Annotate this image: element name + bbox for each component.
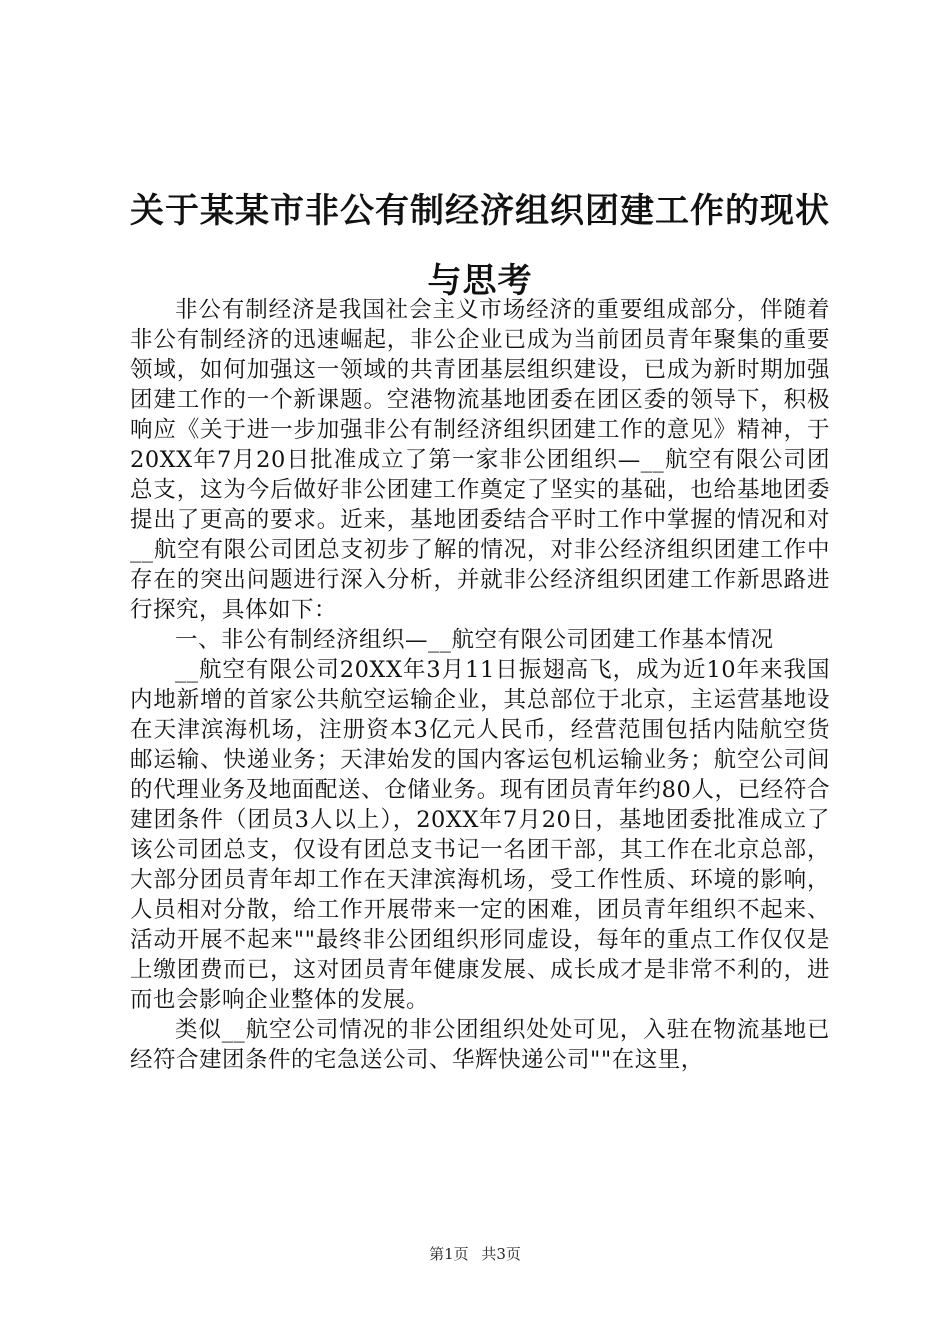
page-number: 第1页 (429, 1245, 469, 1263)
page-total: 共3页 (481, 1245, 521, 1263)
paragraph-similar-cases: 类似__航空公司情况的非公团组织处处可见，入驻在物流基地已经符合建团条件的宅急送公司、华辉快递公司""在这里， (130, 1017, 830, 1073)
section-heading-1: 一、非公有制经济组织—__航空有限公司团建工作基本情况 (175, 627, 774, 653)
paragraph-company-overview: __航空有限公司20XX年3月11日振翅高飞，成为近10年来我国内地新增的首家公共航空运输企业，其总部位于北京，主运营基地设在天津滨海机场，注册资本3亿元人民币，经营范围包括内陆航空货邮运输、快递业务；天津始发的国内客运包机运输业务；航空公司间的代理业务及地面配送、仓储业务。现有团员青年约80人，已经符合建团条件（团员3人以上），20XX年7月20日，基地团委批准成立了该公司团总支，仅设有团总支书记一名团干部，其工作在北京总部，大部分团员青年却工作在天津滨海机场，受工作性质、环境的影响，人员相对分散，给工作开展带来一定的困难，团员青年组织不起来、活动开展不起来""最终非公团组织形同虚设，每年的重点工作仅仅是上缴团费而已，这对团员青年健康发展、成长成才是非常不利的，进而也会影响企业整体的发展。 (130, 657, 830, 1013)
paragraph-intro: 非公有制经济是我国社会主义市场经济的重要组成部分，伴随着非公有制经济的迅速崛起，非公企业已成为当前团员青年聚集的重要领域，如何加强这一领域的共青团基层组织建设，已成为新时期加强团建工作的一个新课题。空港物流基地团委在团区委的领导下，积极响应《关于进一步加强非公有制经济组织团建工作的意见》精神，于20XX年7月20日批准成立了第一家非公团组织—__航空有限公司团总支，这为今后做好非公团建工作奠定了坚实的基础，也给基地团委提出了更高的要求。近来，基地团委结合平时工作中掌握的情况和对__航空有限公司团总支初步了解的情况，对非公经济组织团建工作中存在的突出问题进行深入分析，并就非公经济组织团建工作新思路进行探究，具体如下： (130, 297, 830, 623)
document-title: 关于某某市非公有制经济组织团建工作的现状与思考 (130, 191, 830, 301)
page-footer (0, 1244, 950, 1264)
document-body (130, 295, 830, 1075)
